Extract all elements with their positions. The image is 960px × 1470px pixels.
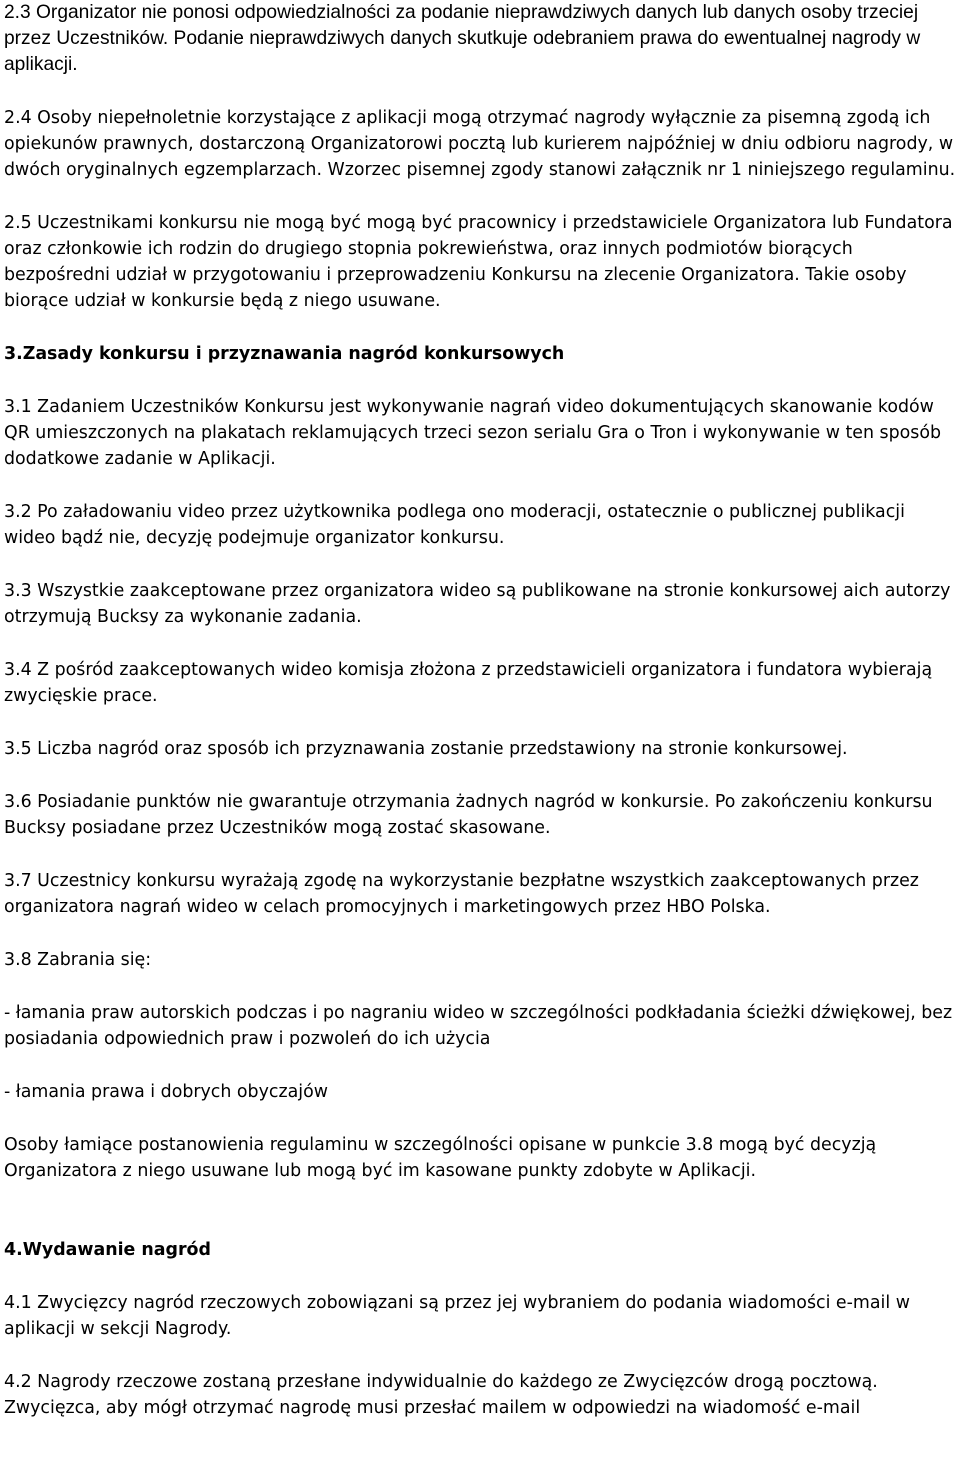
paragraph-3-7: 3.7 Uczestnicy konkursu wyrażają zgodę na wykorzystanie bezpłatne wszystkich zaakceptowanych przez organizatora nagrań wideo w celach promocyjnych i marketingowych przez HBO Polska. bbox=[4, 871, 919, 917]
paragraph-2-5: 2.5 Uczestnikami konkursu nie mogą być mogą być pracownicy i przedstawiciele Organizatora lub Fundatora oraz członkowie ich rodzin do drugiego stopnia pokrewieństwa, oraz innych podmiotów biorących bezpośredni udział w przygotowaniu i przeprowadzeniu Konkursu na zlecenie Organizatora. Takie osoby biorące udział w konkursie będą z niego usuwane. bbox=[4, 213, 953, 311]
paragraph-3-8: 3.8 Zabrania się: bbox=[4, 950, 152, 970]
paragraph-4-1: 4.1 Zwycięzcy nagród rzeczowych zobowiązani są przez jej wybraniem do podania wiadomości e-mail w aplikacji w sekcji Nagrody. bbox=[4, 1293, 910, 1339]
spacer bbox=[4, 1052, 956, 1079]
spacer bbox=[4, 709, 956, 736]
list-item-copyright: - łamania praw autorskich podczas i po nagraniu wideo w szczególności podkładania ścieżki dźwiękowej, bez posiadania odpowiednich praw i pozwoleń do ich użycia bbox=[4, 1003, 953, 1049]
spacer bbox=[4, 78, 956, 105]
document-page bbox=[4, 0, 956, 1421]
paragraph-2-3: 2.3 Organizator nie ponosi odpowiedzialności za podanie nieprawdziwych danych lub danych osoby trzeciej przez Uczestników. Podanie nieprawdziwych danych skutkuje odebraniem prawa do ewentualnej nagrody w aplikacji. bbox=[4, 2, 921, 75]
paragraph-3-6: 3.6 Posiadanie punktów nie gwarantuje otrzymania żadnych nagród w konkursie. Po zakończeniu konkursu Bucksy posiadane przez Uczestników mogą zostać skasowane. bbox=[4, 792, 933, 838]
paragraph-3-5: 3.5 Liczba nagród oraz sposób ich przyznawania zostanie przedstawiony na stronie konkursowej. bbox=[4, 739, 848, 759]
spacer bbox=[4, 1342, 956, 1369]
spacer bbox=[4, 1105, 956, 1132]
paragraph-3-4: 3.4 Z pośród zaakceptowanych wideo komisja złożona z przedstawicieli organizatora i fundatora wybierają zwycięskie prace. bbox=[4, 660, 933, 706]
paragraph-4-2: 4.2 Nagrody rzeczowe zostaną przesłane indywidualnie do każdego ze Zwycięzców drogą pocztową. Zwycięzca, aby mógł otrzymać nagrodę musi przesłać mailem w odpowiedzi na wiadomość e-mail bbox=[4, 1372, 878, 1418]
spacer bbox=[4, 920, 956, 947]
spacer bbox=[4, 762, 956, 789]
list-item-law: - łamania prawa i dobrych obyczajów bbox=[4, 1082, 328, 1102]
spacer bbox=[4, 314, 956, 341]
spacer bbox=[4, 1263, 956, 1290]
paragraph-3-1: 3.1 Zadaniem Uczestników Konkursu jest wykonywanie nagrań video dokumentujących skanowanie kodów QR umieszczonych na plakatach reklamujących trzeci sezon serialu Gra o Tron i wykonywanie w ten sposób dodatkowe zadanie w Aplikacji. bbox=[4, 397, 942, 469]
section-heading-3: 3.Zasady konkursu i przyznawania nagród konkursowych bbox=[4, 344, 565, 364]
paragraph-3-2: 3.2 Po załadowaniu video przez użytkownika podlega ono moderacji, ostatecznie o publicznej publikacji wideo bądź nie, decyzję podejmuje organizator konkursu. bbox=[4, 502, 905, 548]
spacer bbox=[4, 973, 956, 1000]
spacer bbox=[4, 367, 956, 394]
spacer bbox=[4, 841, 956, 868]
spacer bbox=[4, 630, 956, 657]
spacer bbox=[4, 1184, 956, 1237]
paragraph-3-3: 3.3 Wszystkie zaakceptowane przez organizatora wideo są publikowane na stronie konkursowej aich autorzy otrzymują Bucksy za wykonanie zadania. bbox=[4, 581, 951, 627]
spacer bbox=[4, 183, 956, 210]
spacer bbox=[4, 472, 956, 499]
paragraph-violators: Osoby łamiące postanowienia regulaminu w szczególności opisane w punkcie 3.8 mogą być decyzją Organizatora z niego usuwane lub mogą być im kasowane punkty zdobyte w Aplikacji. bbox=[4, 1135, 877, 1181]
paragraph-2-4: 2.4 Osoby niepełnoletnie korzystające z aplikacji mogą otrzymać nagrody wyłącznie za pisemną zgodą ich opiekunów prawnych, dostarczoną Organizatorowi pocztą lub kurierem najpóźniej w dniu odbioru nagrody, w dwóch oryginalnych egzemplarzach. Wzorzec pisemnej zgody stanowi załącznik nr 1 niniejszego regulaminu. bbox=[4, 108, 956, 180]
spacer bbox=[4, 551, 956, 578]
section-heading-4: 4.Wydawanie nagród bbox=[4, 1240, 211, 1260]
